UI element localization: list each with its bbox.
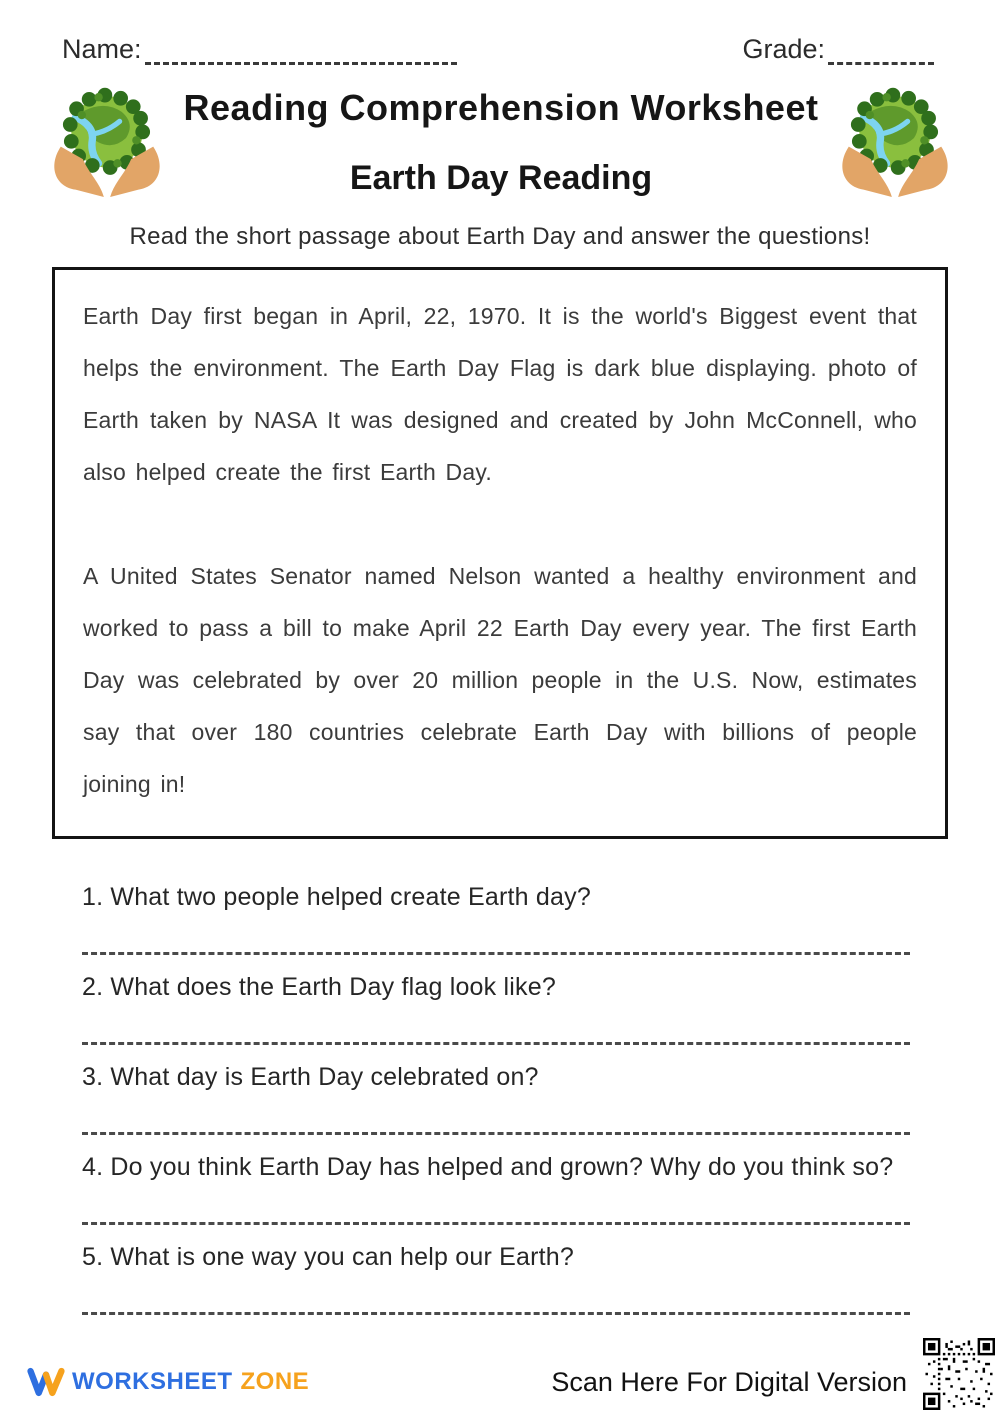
question-block (82, 883, 918, 955)
worksheetzone-logo-icon (26, 1366, 66, 1398)
grade-label: Grade: (742, 34, 825, 64)
name-blank-line (145, 40, 457, 65)
question-text: 1. What two people helped create Earth day? (82, 883, 591, 911)
question-text: 4. Do you think Earth Day has helped and grown? Why do you think so? (82, 1153, 894, 1181)
grade-field (742, 34, 934, 65)
questions-section (0, 839, 1000, 1315)
earth-in-hands-icon (832, 79, 958, 211)
passage-paragraph: A United States Senator named Nelson wanted a healthy environment and worked to pass a bill to make April 22 Earth Day every year. The first Earth Day was celebrated by over 20 million people in the U.S. Now, estimates say that over 180 countries celebrate Earth Day with billions of people joining in! (83, 563, 917, 797)
brand-name-zone: ZONE (240, 1368, 310, 1395)
answer-line (82, 1132, 910, 1135)
answer-line (82, 1222, 910, 1225)
grade-blank-line (828, 40, 934, 65)
name-grade-row (0, 0, 1000, 65)
question-text: 5. What is one way you can help our Earth? (82, 1243, 575, 1271)
name-label: Name: (62, 34, 142, 64)
question-block (82, 1153, 918, 1225)
worksheetzone-brand (26, 1366, 309, 1398)
passage-box (52, 267, 948, 839)
page-subtitle: Earth Day Reading (349, 159, 653, 197)
passage-paragraph: Earth Day first began in April, 22, 1970. It is the world's Biggest event that helps the environment. The Earth Day Flag is dark blue displaying. photo of Earth taken by NASA It was designed and created by John McConnell, who also helped create the first Earth Day. (83, 303, 917, 485)
question-text: 2. What does the Earth Day flag look like? (82, 973, 556, 1001)
answer-line (82, 1042, 910, 1045)
question-text: 3. What day is Earth Day celebrated on? (82, 1063, 539, 1091)
title-block (170, 79, 832, 198)
answer-line (82, 1312, 910, 1315)
qr-code (923, 1338, 995, 1410)
instruction-text: Read the short passage about Earth Day and answer the questions! (129, 223, 871, 250)
question-block (82, 973, 918, 1045)
header (0, 65, 1000, 211)
scan-here-text: Scan Here For Digital Version (551, 1367, 907, 1397)
earth-in-hands-icon (44, 79, 170, 211)
page-title: Reading Comprehension Worksheet (183, 87, 819, 128)
answer-line (82, 952, 910, 955)
question-block (82, 1063, 918, 1135)
question-block (82, 1243, 918, 1315)
brand-name-worksheet: WORKSHEET (72, 1368, 233, 1395)
footer (26, 1338, 995, 1410)
name-field (62, 34, 457, 65)
